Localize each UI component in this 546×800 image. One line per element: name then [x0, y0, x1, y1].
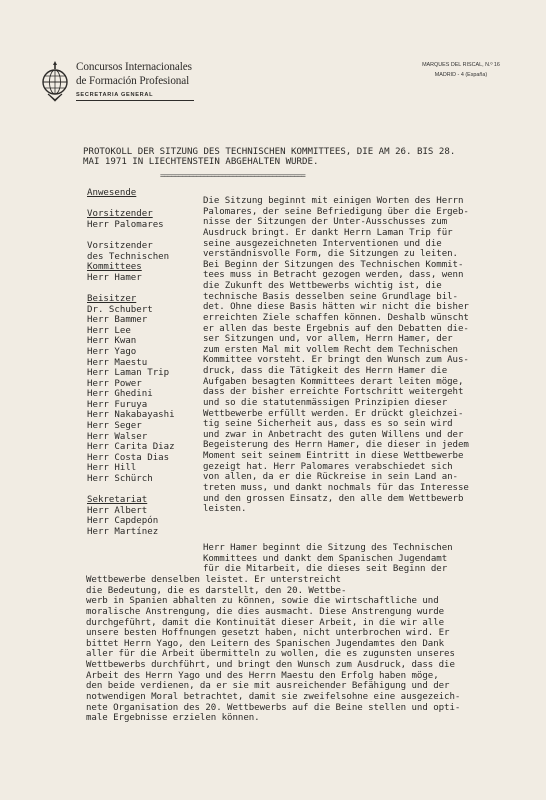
member-name: Herr Nakabayashi — [87, 410, 175, 421]
tc-chair-name: Herr Hamer — [87, 272, 142, 283]
member-name: Herr Maestu — [87, 357, 148, 368]
text-line: von allen, da er die Rückreise in sein Land an- — [203, 472, 458, 483]
organization-name — [76, 60, 194, 101]
member-name: Herr Power — [87, 378, 142, 389]
spacer — [87, 485, 203, 496]
text-line: und den grossen Einsatz, den alle dem Wettbewerb — [203, 493, 464, 504]
paragraph-hamer-intro — [203, 543, 453, 575]
text-line: druck, dass die Tätigkeit des Herrn Hamer die — [203, 366, 448, 376]
address-block — [402, 60, 520, 80]
tc-chair-title: Kommittees — [87, 262, 142, 273]
tc-chair-title: Vorsitzender — [87, 240, 153, 251]
text-line: seine ausgezeichneten Interventionen und die — [203, 238, 442, 249]
protocol-heading — [83, 147, 523, 167]
text-line: tees muss in Betracht gezogen werden, dass, wenn — [203, 270, 464, 281]
text-line: durchgeführt, damit die Kontinuität dieser Arbeit, in die wir alle — [86, 617, 445, 628]
chair-title: Vorsitzender — [87, 209, 153, 220]
letterhead-rule — [76, 100, 194, 101]
org-department: SECRETARIA GENERAL — [76, 92, 154, 98]
secretariat-name: Herr Martínez — [87, 527, 159, 537]
org-name-line2: de Formación Profesional — [76, 75, 190, 87]
text-line: treten muss, und dankt nochmals für das Interesse — [203, 482, 469, 493]
heading-double-rule: ======================================== — [160, 171, 305, 180]
text-line: für die Mitarbeit, die dieses seit Beginn der — [203, 564, 448, 575]
text-line: Aufgaben besagten Kommittees derart leiten möge, — [203, 376, 464, 387]
secretariat-title: Sekretariat — [87, 495, 148, 506]
attendees-title: Anwesende — [87, 188, 137, 198]
text-line: Begeisterung des Herrn Hamer, die dieser in jedem — [203, 440, 469, 451]
heading-line1: PROTOKOLL DER SITZUNG DES TECHNISCHEN KOMMITTEES, DIE AM 26. BIS 28. — [83, 147, 456, 157]
text-line: die Bedeutung, die es darstellt, den 20. Wettbe- — [86, 585, 347, 596]
member-name: Herr Laman Trip — [87, 368, 170, 379]
tc-chair-title: des Technischen — [87, 251, 170, 262]
text-line: det. Ohne diese Basis hätten wir nicht die bisher — [203, 302, 469, 313]
secretariat-list — [87, 506, 203, 538]
member-name: Herr Lee — [87, 325, 131, 336]
member-name: Herr Bammer — [87, 315, 148, 326]
member-name: Herr Yago — [87, 346, 137, 357]
text-line: notwendigen Moral betrachtet, damit sie zweifelsohne eine ausgezeich- — [86, 691, 461, 702]
attendees-list — [87, 188, 203, 538]
text-line: Wettbewerbe erfüllt werden. Er drückt gleichzei- — [203, 408, 464, 419]
heading-line2: MAI 1971 IN LIECHTENSTEIN ABGEHALTEN WURDE. — [83, 157, 319, 168]
org-name-line1: Concursos Internacionales — [76, 61, 192, 73]
text-line: er allen das beste Ergebnis auf den Debatten die- — [203, 323, 469, 334]
member-name: Herr Furuya — [87, 399, 148, 410]
text-line: bittet Herrn Yago, den Leitern des Spanischen Jugendamtes den Dank — [86, 638, 445, 649]
paragraph-opening — [203, 196, 469, 515]
text-line: Kommittee vorsteht. Er bringt den Wunsch zum Aus- — [203, 355, 469, 366]
member-name: Herr Seger — [87, 421, 142, 432]
text-line: Ausdruck bringt. Er dankt Herrn Laman Trip für — [203, 227, 453, 238]
member-name: Herr Hill — [87, 463, 137, 474]
globe-emblem-icon — [40, 58, 70, 102]
text-line: Moment seit seinem Eintritt in diese Wettbewerbe — [203, 451, 464, 461]
member-name: Herr Kwan — [87, 336, 137, 347]
text-line: verständnisvolle Form, die Sitzungen zu leiten. — [203, 249, 458, 260]
text-line: die Zukunft des Wettbewerbs wichtig ist, die — [203, 281, 442, 291]
text-line: leisten. — [203, 504, 247, 515]
spacer — [87, 199, 203, 210]
text-line: Herr Hamer beginnt die Sitzung des Technischen — [203, 543, 453, 553]
address-city: MADRID - 4 (España) — [434, 72, 488, 78]
text-line: technische Basis desselben seine Grundlage bil- — [203, 291, 458, 302]
secretariat-name: Herr Capdepón — [87, 516, 159, 527]
text-line: ser Sitzungen und, vor allem, Herrn Hamer, der — [203, 334, 453, 345]
text-line: Wettbewerbs durchführt, und bringt den Wunsch zum Ausdruck, dass die — [86, 660, 455, 670]
member-name: Dr. Schubert — [87, 304, 153, 315]
text-line: dass der bisher erreichte Fortschritt weitergeht — [203, 387, 464, 398]
member-name: Herr Walser — [87, 431, 148, 442]
member-list — [87, 305, 203, 485]
secretariat-name: Herr Albert — [87, 505, 148, 516]
spacer — [87, 230, 203, 241]
text-line: aller für die Arbeit übermitteln zu wollen, die es zugunsten unseres — [86, 649, 455, 660]
paragraph-hamer — [86, 575, 460, 724]
text-line: Arbeit des Herrn Yago und des Herrn Maestu den Erfolg haben möge, — [86, 670, 439, 681]
text-line: und zwar in Anbetracht des guten Willens und der — [203, 429, 464, 440]
member-name: Herr Ghedini — [87, 389, 153, 400]
text-line: Bei Beginn der Sitzungen des Technischen Kommit- — [203, 259, 464, 270]
text-line: male Ergebnisse erzielen können. — [86, 713, 260, 724]
text-line: werb in Spanien abhalten zu können, sowie die wirtschaftliche und — [86, 596, 439, 607]
member-name: Herr Carita Diaz — [87, 442, 175, 453]
text-line: den beide verdienen, da er sie mit ausreichender Befähigung und der — [86, 681, 450, 692]
text-line: tig seine Sicherheit aus, dass es so sein wird — [203, 419, 453, 430]
text-line: Wettbewerbe denselben leistet. Er unterstreicht — [86, 575, 341, 585]
members-title: Beisitzer — [87, 293, 137, 304]
text-line: nete Organisation des 20. Wettbewerbs auf die Beine stellen und opti- — [86, 702, 461, 713]
spacer — [87, 283, 203, 294]
text-line: unsere besten Hoffnungen gesetzt haben, nicht unterbrochen wird. Er — [86, 628, 450, 639]
text-line: gezeigt hat. Herr Palomares verabschiedet sich — [203, 461, 453, 472]
text-line: moralische Anstrengung, die dies ausmacht. Diese Anstrengung wurde — [86, 606, 445, 617]
text-line: nisse der Sitzungen der Unter-Ausschusses zum — [203, 217, 448, 228]
text-line: erreichten Ziele schaffen können. Deshalb wünscht — [203, 312, 469, 323]
address-street: MARQUES DEL RISCAL, N.º 16 — [422, 62, 500, 68]
text-line: Die Sitzung beginnt mit einigen Worten des Herrn — [203, 196, 464, 206]
text-line: und so die statutenmässigen Prinzipien dieser — [203, 397, 448, 408]
member-name: Herr Costa Dias — [87, 452, 170, 463]
member-name: Herr Schürch — [87, 474, 153, 485]
chair-name: Herr Palomares — [87, 219, 164, 230]
text-line: Palomares, der seine Befriedigung über die Ergeb- — [203, 206, 469, 217]
text-line: Kommittees und dankt dem Spanischen Jugendamt — [203, 553, 448, 564]
text-line: zum ersten Mal mit vollem Recht dem Technischen — [203, 344, 458, 355]
